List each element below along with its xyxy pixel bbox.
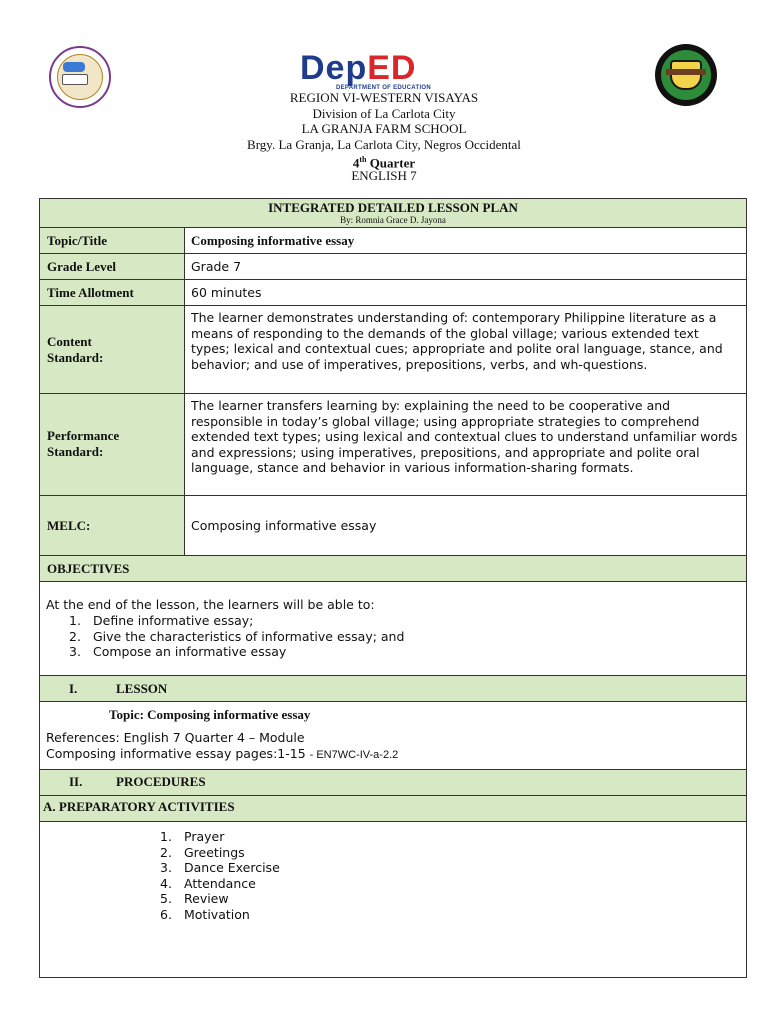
time-label-cell (40, 280, 185, 305)
activity-item: 2. Greetings (160, 844, 245, 860)
activity-item: 3. Dance Exercise (160, 860, 280, 875)
objectives-heading: OBJECTIVES (47, 561, 130, 576)
melc-value: Composing informative essay (191, 518, 377, 533)
melc-label: MELC: (47, 518, 91, 533)
address-line: Brgy. La Granja, La Carlota City, Negros Occidental (247, 137, 521, 152)
quarter-number: 4 (352, 155, 360, 171)
topic-value: Composing informative essay (191, 233, 355, 248)
time-value: 60 minutes (191, 285, 262, 300)
time-label: Time Allotment (47, 285, 134, 300)
performance-label-cell (40, 394, 185, 495)
lesson-topic: Topic: Composing informative essay (109, 707, 311, 722)
plan-title-row (39, 198, 747, 228)
lesson-body-row (39, 702, 747, 770)
grade-label: Grade Level (47, 259, 116, 274)
objectives-intro: At the end of the lesson, the learners will be able to: (46, 597, 375, 612)
melc-code: - EN7WC-IV-a-2.2 (309, 749, 399, 761)
deped-logo (300, 50, 470, 94)
grade-value: Grade 7 (191, 259, 242, 274)
lesson-header-row (39, 676, 747, 702)
objectives-header-row (39, 556, 747, 582)
lesson-heading: LESSON (116, 681, 168, 696)
objective-item: 1. Define informative essay; (69, 613, 254, 628)
deped-logo-subtext: DEPARTMENT OF EDUCATION (336, 85, 432, 91)
quarter-word: Quarter (369, 155, 416, 171)
lesson-pages: Composing informative essay pages:1-15 - EN7WC-IV-a-2.2 (46, 746, 399, 761)
content-value: The learner demonstrates understanding of: contemporary Philippine literature as a means of responding to the demands of the global village; various extended text types; lexical and contextual cues; appropriate and polite oral language, stance, and behavior; and use of imperatives, prepositions, verbs, and wh-questions. (191, 310, 723, 372)
preparatory-header-row (39, 796, 747, 822)
farm-logo-banner (666, 69, 706, 75)
procedures-heading: PROCEDURES (116, 774, 206, 789)
performance-label: Performance Standard: (47, 428, 120, 459)
content-label-cell (40, 306, 185, 393)
objective-item: 3. Compose an informative essay (69, 644, 287, 659)
subject-line: ENGLISH 7 (351, 168, 417, 183)
objective-item: 2. Give the characteristics of informative essay; and (69, 628, 405, 644)
school-name-line: LA GRANJA FARM SCHOOL (301, 121, 467, 136)
objectives-body-row (39, 582, 747, 676)
activity-item: 4. Attendance (160, 875, 256, 891)
topic-label-cell (40, 228, 185, 253)
lesson-references: References: English 7 Quarter 4 – Module (46, 730, 305, 745)
preparatory-list (160, 829, 280, 922)
preparatory-body-row (39, 822, 747, 978)
preparatory-heading: A. PREPARATORY ACTIVITIES (43, 799, 235, 814)
content-label: Content Standard: (47, 334, 104, 365)
deped-logo-text: DepED (300, 49, 417, 87)
melc-row (39, 496, 747, 556)
seal-torch-icon (63, 62, 85, 72)
objectives-list (69, 613, 404, 660)
plan-title: INTEGRATED DETAILED LESSON PLAN (268, 200, 518, 215)
grade-label-cell (40, 254, 185, 279)
farm-logo-shield-icon (670, 60, 702, 90)
activity-item: 6. Motivation (160, 906, 250, 922)
topic-row (39, 228, 747, 254)
performance-standard-row (39, 394, 747, 496)
activity-item: 5. Review (160, 891, 229, 906)
procedures-header-row (39, 770, 747, 796)
division-line: Division of La Carlota City (312, 106, 456, 121)
performance-value: The learner transfers learning by: explaining the need to be cooperative and responsible in today’s global village; using appropriate strategies to comprehend extended text types; using lexical and contextual clues to understand unfamiliar words and expressions; using imperatives, prepositions, and appropriate and polite oral language, stance and behavior in various information-sharing formats. (191, 398, 738, 475)
plan-author: By: Romnia Grace D. Jayona (340, 215, 446, 225)
content-standard-row (39, 306, 747, 394)
lesson-numeral: I. (69, 681, 78, 696)
region-line: REGION VI-WESTERN VISAYAS (289, 90, 479, 105)
seal-book-icon (62, 74, 88, 85)
time-allotment-row (39, 280, 747, 306)
activity-item: 1. Prayer (160, 829, 225, 844)
topic-label: Topic/Title (47, 233, 107, 248)
melc-label-cell (40, 496, 185, 555)
quarter-suffix: th (359, 155, 367, 164)
grade-level-row (39, 254, 747, 280)
procedures-numeral: II. (69, 774, 83, 789)
